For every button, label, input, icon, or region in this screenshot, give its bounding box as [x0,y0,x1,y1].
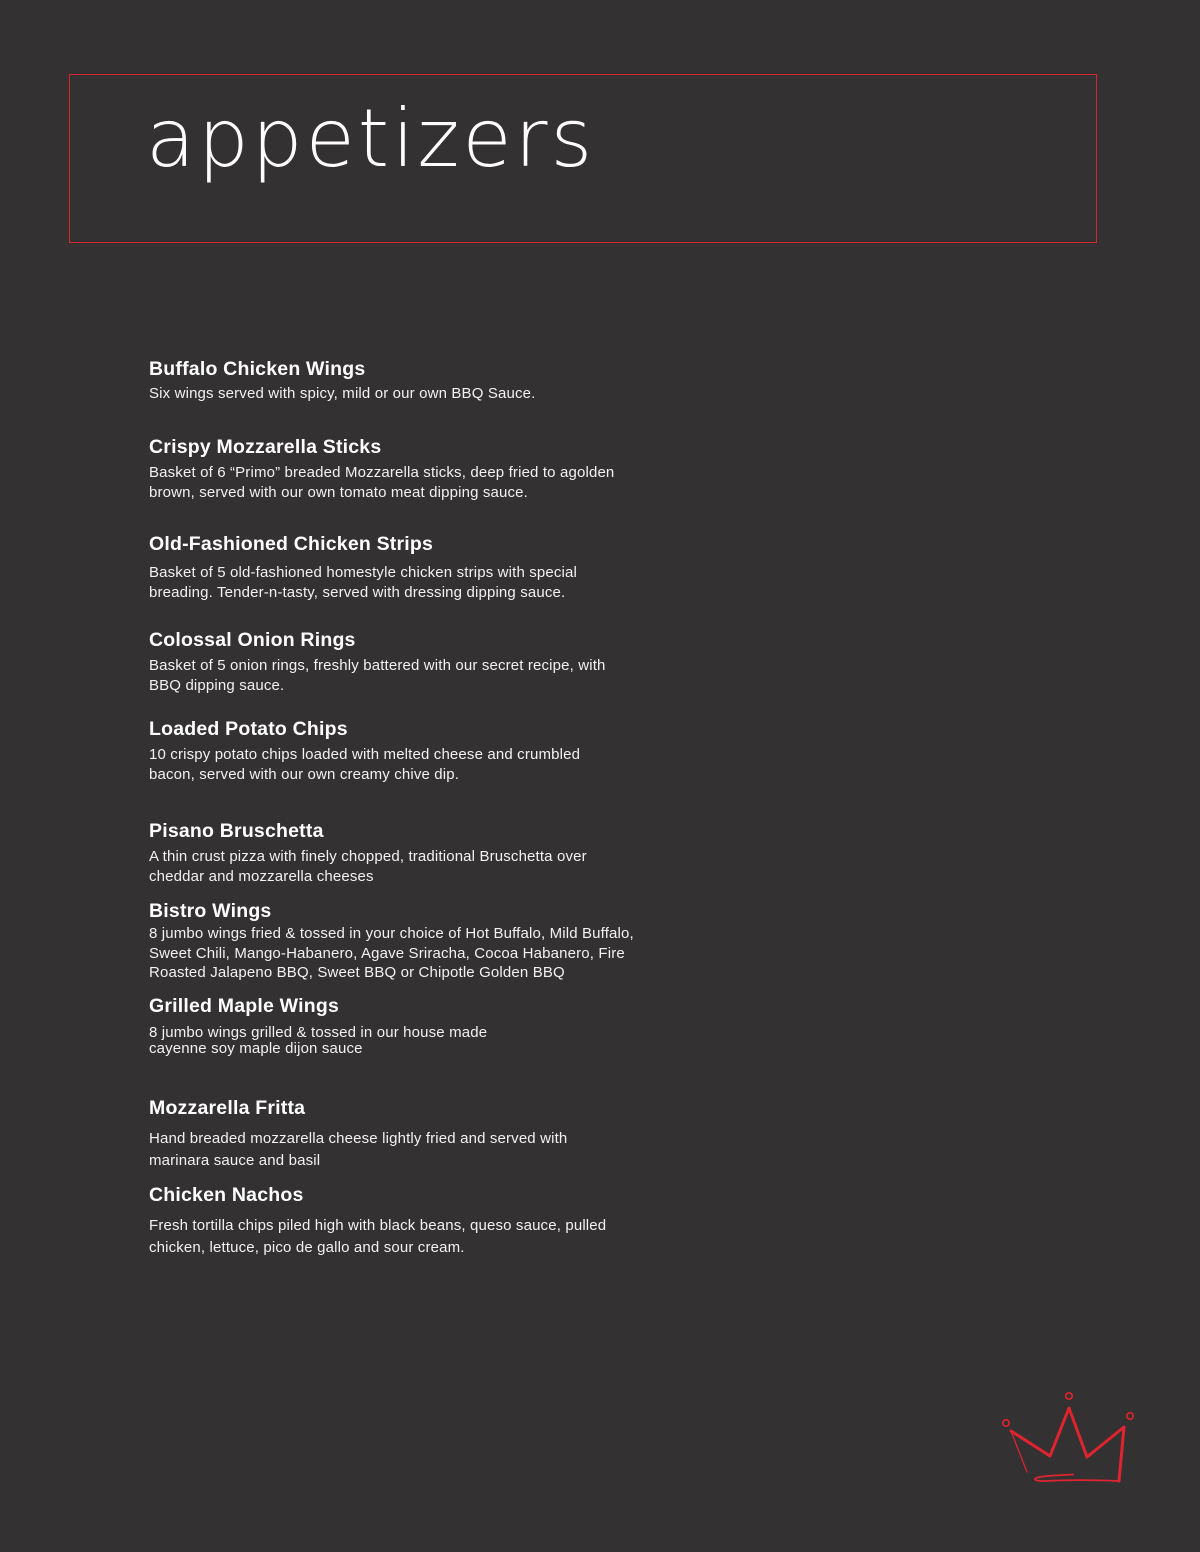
desc-line: breading. Tender-n-tasty, served with dressing dipping sauce. [149,583,566,601]
desc-line: Hand breaded mozzarella cheese lightly fried and served with [149,1130,568,1147]
desc-line: 8 jumbo wings grilled & tossed in our house made [149,1024,488,1041]
item-description [149,384,709,404]
desc-line: Six wings served with spicy, mild or our own BBQ Sauce. [149,385,536,402]
menu-item [149,994,709,1056]
desc-line: cayenne soy maple dijon sauce [149,1039,363,1057]
desc-line: Basket of 5 old-fashioned homestyle chicken strips with special [149,564,577,581]
desc-line: brown, served with our own tomato meat dipping sauce. [149,483,528,501]
item-description [149,463,709,502]
menu-item [149,1183,709,1259]
title-frame [69,74,1097,243]
desc-line: Basket of 5 onion rings, freshly battered with our secret recipe, with [149,657,606,674]
menu-item [149,819,709,886]
desc-line: 8 jumbo wings fried & tossed in your choice of Hot Buffalo, Mild Buffalo, [149,925,634,942]
item-description [149,847,709,886]
item-description [149,1215,709,1259]
desc-line: Basket of 6 “Primo” breaded Mozzarella sticks, deep fried to agolden [149,464,615,481]
menu-item [149,717,709,784]
desc-line: chicken, lettuce, pico de gallo and sour cream. [149,1239,465,1256]
item-name: Old-Fashioned Chicken Strips [149,533,434,555]
item-description [149,924,729,983]
item-name: Pisano Bruschetta [149,820,324,842]
desc-line: marinara sauce and basil [149,1152,321,1169]
desc-line: Fresh tortilla chips piled high with black beans, queso sauce, pulled [149,1217,607,1234]
menu-item [149,532,709,602]
item-description [149,656,709,695]
menu-item [149,628,709,695]
item-name: Buffalo Chicken Wings [149,358,366,380]
item-name: Colossal Onion Rings [149,629,356,651]
desc-line: Roasted Jalapeno BBQ, Sweet BBQ or Chipotle Golden BBQ [149,964,565,981]
item-description [149,1128,709,1172]
desc-line: A thin crust pizza with finely chopped, traditional Bruschetta over [149,848,587,865]
item-description [149,1025,709,1056]
desc-line: cheddar and mozzarella cheeses [149,867,374,885]
desc-line: Sweet Chili, Mango-Habanero, Agave Sriracha, Cocoa Habanero, Fire [149,944,625,962]
desc-line: bacon, served with our own creamy chive dip. [149,765,460,783]
menu-item [149,357,709,404]
menu-item [149,435,709,502]
item-description [149,745,709,784]
menu-item [149,899,729,983]
item-name: Loaded Potato Chips [149,718,348,740]
item-name: Bistro Wings [149,900,272,922]
menu-item [149,1096,709,1172]
item-name: Crispy Mozzarella Sticks [149,436,382,458]
item-description [149,563,709,602]
item-name: Mozzarella Fritta [149,1097,306,1119]
crown-icon [995,1385,1140,1490]
desc-line: 10 crispy potato chips loaded with melted cheese and crumbled [149,746,581,763]
item-name: Grilled Maple Wings [149,995,339,1017]
item-name: Chicken Nachos [149,1184,304,1206]
page-title: appetizers [146,92,596,185]
desc-line: BBQ dipping sauce. [149,676,285,694]
